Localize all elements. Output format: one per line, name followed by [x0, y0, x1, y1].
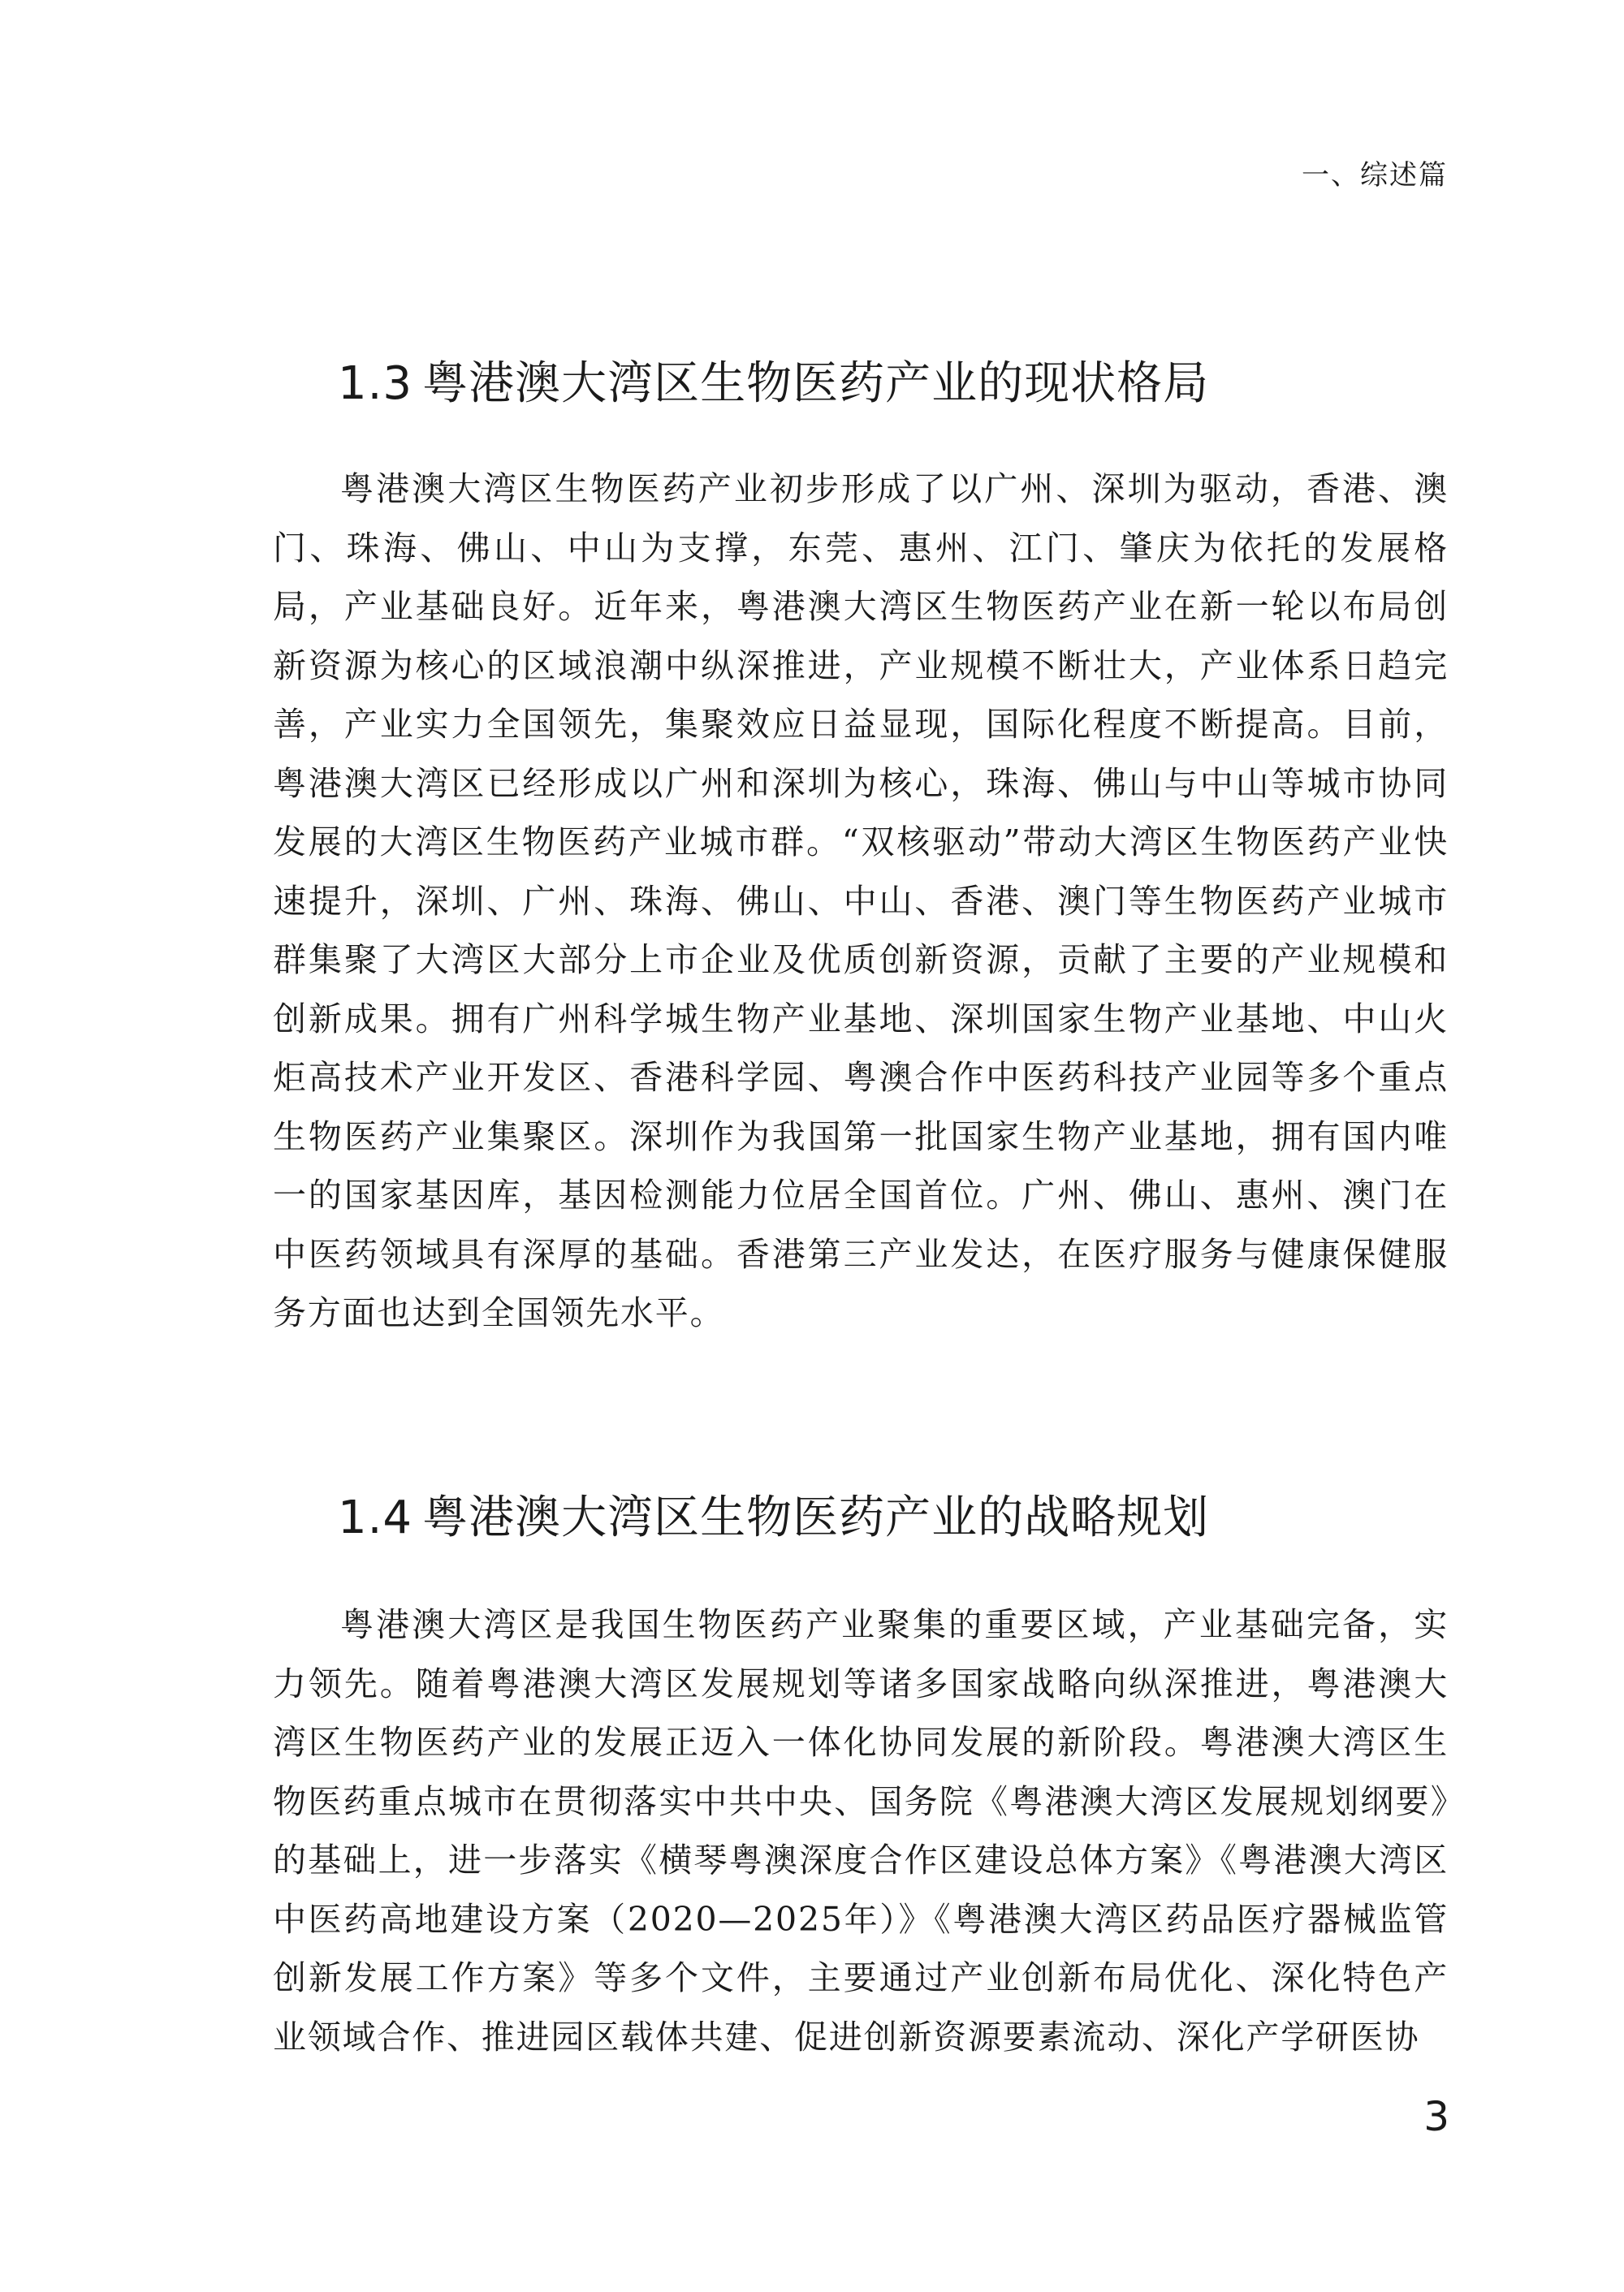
section-title: 粤港澳大湾区生物医药产业的现状格局 [422, 357, 1210, 410]
section-heading-1-4 [338, 1482, 1209, 1547]
section-number: 1.4 [338, 1491, 413, 1544]
page-number: 3 [1423, 2093, 1449, 2140]
section-paragraph-1-3: 粤港澳大湾区生物医药产业初步形成了以广州、深圳为驱动，香港、澳门、珠海、佛山、中山为支撑，东莞、惠州、江门、肇庆为依托的发展格局，产业基础良好。近年来，粤港澳大湾区生物医药产业在新一轮以布局创新资源为核心的区域浪潮中纵深推进，产业规模不断壮大，产业体系日趋完善，产业实力全国领先，集聚效应日益显现，国际化程度不断提高。目前，粤港澳大湾区已经形成以广州和深圳为核心，珠海、佛山与中山等城市协同发展的大湾区生物医药产业城市群。“双核驱动”带动大湾区生物医药产业快速提升，深圳、广州、珠海、佛山、中山、香港、澳门等生物医药产业城市群集聚了大湾区大部分上市企业及优质创新资源，贡献了主要的产业规模和创新成果。拥有广州科学城生物产业基地、深圳国家生物产业基地、中山火炬高技术产业开发区、香港科学园、粤澳合作中医药科技产业园等多个重点生物医药产业集聚区。深圳作为我国第一批国家生物产业基地，拥有国内唯一的国家基因库，基因检测能力位居全国首位。广州、佛山、惠州、澳门在中医药领域具有深厚的基础。香港第三产业发达，在医疗服务与健康保健服务方面也达到全国领先水平。 [273, 469, 1449, 1332]
running-header: 一、综述篇 [1302, 159, 1448, 192]
section-title: 粤港澳大湾区生物医药产业的战略规划 [422, 1491, 1210, 1544]
section-number: 1.3 [338, 357, 413, 410]
section-heading-1-3 [338, 347, 1209, 412]
section-paragraph-1-4: 粤港澳大湾区是我国生物医药产业聚集的重要区域，产业基础完备，实力领先。随着粤港澳大湾区发展规划等诸多国家战略向纵深推进，粤港澳大湾区生物医药产业的发展正迈入一体化协同发展的新阶段。粤港澳大湾区生物医药重点城市在贯彻落实中共中央、国务院《粤港澳大湾区发展规划纲要》的基础上，进一步落实《横琴粤澳深度合作区建设总体方案》《粤港澳大湾区中医药高地建设方案（2020—2025年）》《粤港澳大湾区药品医疗器械监管创新发展工作方案》等多个文件，主要通过产业创新布局优化、深化特色产业领域合作、推进园区载体共建、促进创新资源要素流动、深化产学研医协 [273, 1605, 1449, 2057]
